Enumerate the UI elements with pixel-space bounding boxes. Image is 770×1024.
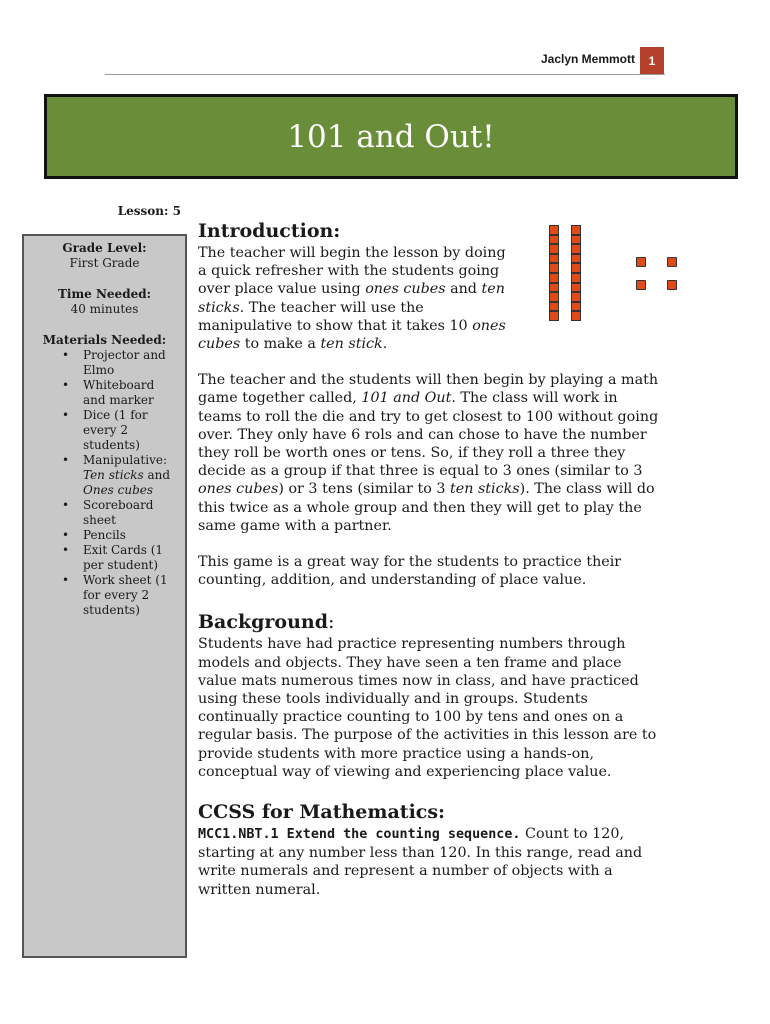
- ccss-heading: CCSS for Mathematics:: [198, 801, 446, 824]
- ones-cube: [667, 257, 677, 267]
- list-item: • Whiteboard and marker: [30, 378, 179, 408]
- background-heading: Background:: [198, 611, 335, 634]
- sidebar-panel: [22, 234, 187, 958]
- page-title: 101 and Out!: [287, 118, 495, 155]
- list-item: • Pencils: [30, 528, 179, 543]
- header-rule: [105, 74, 665, 75]
- time-needed-heading: Time Needed:: [57, 287, 152, 301]
- page-number-badge: 1: [640, 47, 664, 75]
- background-paragraph: Students have had practice representing numbers through models and objects. They have seen a ten frame and place value mats numerous times now in class, and have practiced using these tools individually and in groups. Students continually practice counting to 100 by tens and ones on a regular basis. The purpose of the activities in this lesson are to provide students with more practice using a hands-on, conceptual way of viewing and experiencing place value.: [198, 636, 657, 780]
- intro-paragraph-2: The teacher and the students will then begin by playing a math game together called, 101 and Out. The class will work in teams to roll the die and try to get closest to 100 without going over. They only have 6 rols and can chose to have the number they roll be worth ones or tens. So, if they roll a three they decide as a group if that three is equal to 3 ones (similar to 3 ones cubes) or 3 tens (similar to 3 ten sticks). The class will do this twice as a whole group and then they will get to play the same game with a partner.: [198, 372, 659, 534]
- introduction-heading: Introduction:: [198, 220, 341, 242]
- grade-level-heading: Grade Level:: [62, 241, 147, 255]
- list-item: • Dice (1 for every 2 students): [30, 408, 179, 453]
- materials-list: [30, 348, 179, 618]
- time-needed-value: 40 minutes: [70, 302, 139, 316]
- header-author: Jaclyn Memmott: [540, 52, 635, 66]
- lesson-label: Lesson: 5: [117, 204, 181, 218]
- grade-level-value: First Grade: [69, 256, 140, 270]
- intro-paragraph-3: This game is a great way for the students to practice their counting, addition, and understanding of place value.: [198, 554, 622, 589]
- list-item: • Scoreboard sheet: [30, 498, 179, 528]
- list-item: • Work sheet (1 for every 2 students): [30, 573, 179, 618]
- ones-cube: [667, 280, 677, 290]
- materials-heading: Materials Needed:: [42, 333, 167, 347]
- ccss-paragraph: MCC1.NBT.1 Extend the counting sequence. Count to 120, starting at any number less than 120. In this range, read and write numerals and represent a number of objects with a written numeral.: [198, 826, 643, 898]
- list-item: • Exit Cards (1 per student): [30, 543, 179, 573]
- main-content: [198, 218, 660, 899]
- title-banner: [44, 94, 738, 179]
- intro-paragraph-1: The teacher will begin the lesson by doing a quick refresher with the students going over place value using ones cubes and ten sticks. The teacher will use the manipulative to show that it takes 10 ones cubes to make a ten stick.: [198, 245, 506, 353]
- list-item: • Manipulative: Ten sticks and Ones cubes: [30, 453, 179, 498]
- list-item: • Projector and Elmo: [30, 348, 179, 378]
